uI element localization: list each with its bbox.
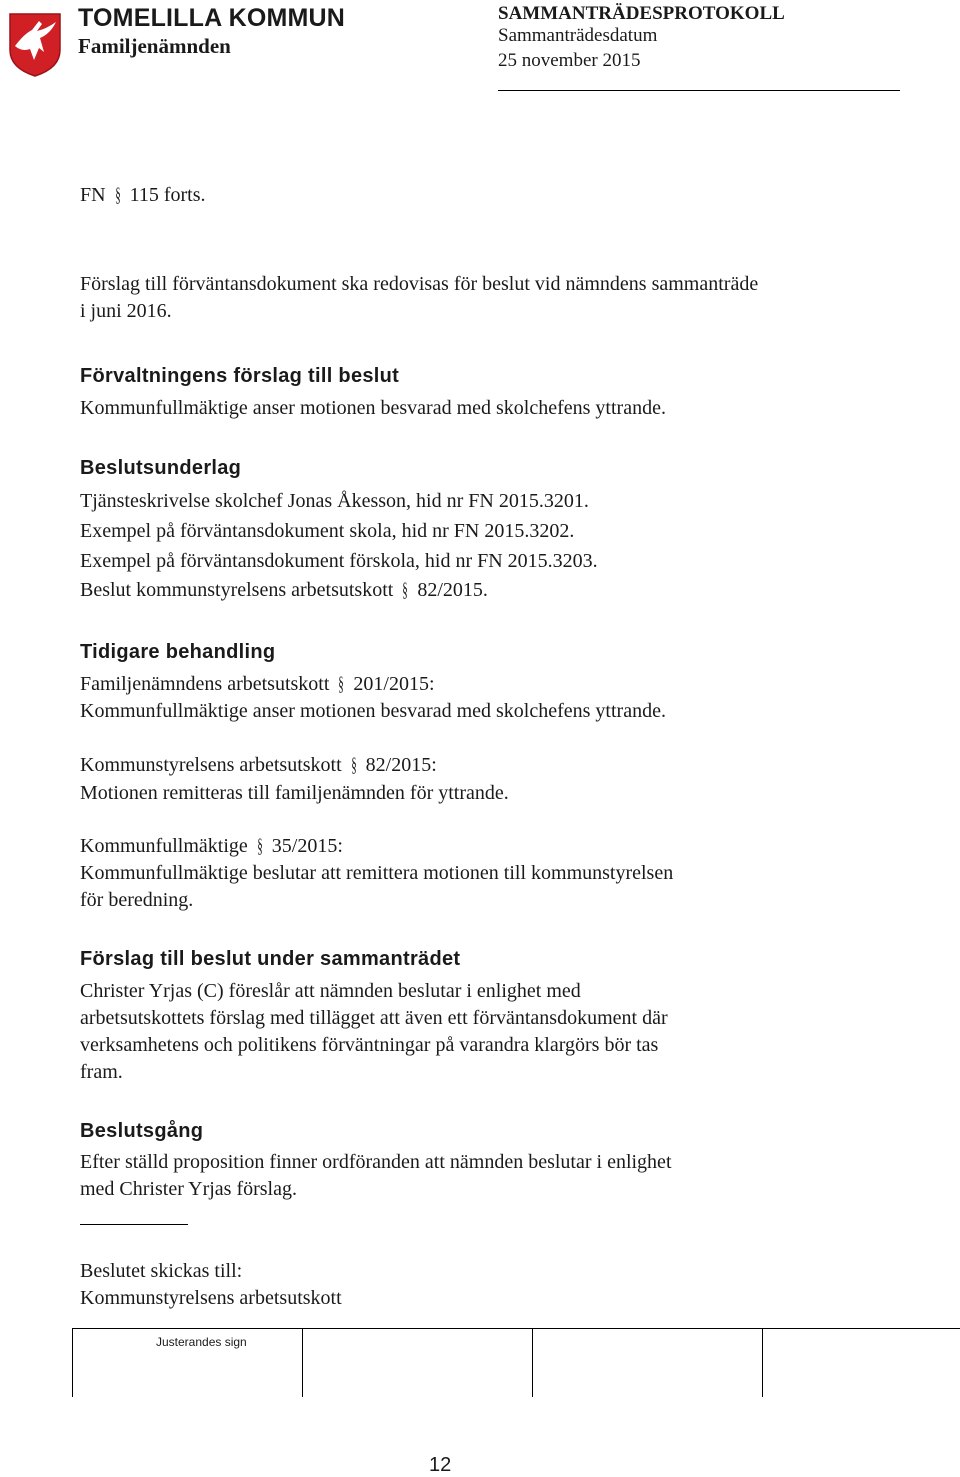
history-ref bbox=[80, 833, 343, 860]
history-ref-body: Familjenämndens arbetsutskott bbox=[80, 673, 330, 695]
basis-heading: Beslutsunderlag bbox=[80, 457, 242, 479]
history-ref-body: Kommunfullmäktige bbox=[80, 835, 248, 857]
history-ref-body: Kommunstyrelsens arbetsutskott bbox=[80, 754, 342, 776]
sent-to-label: Beslutet skickas till: bbox=[80, 1260, 243, 1282]
history-ref-number: 35/2015: bbox=[271, 835, 343, 857]
section-prefix: FN bbox=[80, 184, 106, 206]
signature-cell-divider bbox=[72, 1329, 73, 1397]
protocol-title: SAMMANTRÄDESPROTOKOLL bbox=[498, 3, 785, 24]
municipality-crest-logo bbox=[6, 10, 64, 78]
history-ref-number: 82/2015: bbox=[365, 754, 437, 776]
meeting-proposal-heading: Förslag till beslut under sammanträdet bbox=[80, 948, 461, 970]
basis-item: Exempel på förväntansdokument skola, hid nr FN 2015.3202. bbox=[80, 520, 575, 542]
section-divider bbox=[80, 1224, 188, 1225]
sent-to-recipient: Kommunstyrelsens arbetsutskott bbox=[80, 1287, 342, 1309]
meeting-date-label: Sammanträdesdatum bbox=[498, 25, 658, 46]
basis-item-text: Beslut kommunstyrelsens arbetsutskott bbox=[80, 579, 394, 601]
signature-cell-divider bbox=[762, 1329, 763, 1397]
history-text: för beredning. bbox=[80, 889, 194, 911]
paragraph-symbol: § bbox=[114, 184, 121, 206]
basis-item bbox=[80, 577, 488, 604]
intro-paragraph: Förslag till förväntansdokument ska redovisas för beslut vid nämndens sammanträde i juni 2016. bbox=[80, 273, 759, 322]
paragraph-symbol: § bbox=[402, 579, 409, 601]
page-number: 12 bbox=[429, 1454, 452, 1476]
signature-cell-divider bbox=[532, 1329, 533, 1397]
history-text: Motionen remitteras till familjenämnden för yttrande. bbox=[80, 782, 509, 804]
meeting-proposal-line: verksamhetens och politikens förväntningar på varandra klargörs bör tas bbox=[80, 1034, 659, 1056]
section-number: 115 forts. bbox=[129, 184, 206, 206]
meeting-proposal-line: fram. bbox=[80, 1061, 123, 1083]
history-heading: Tidigare behandling bbox=[80, 641, 276, 663]
signature-box bbox=[72, 1328, 960, 1397]
decision-process-line: Efter ställd proposition finner ordföranden att nämnden beslutar i enlighet bbox=[80, 1151, 672, 1173]
signature-label: Justerandes sign bbox=[156, 1335, 247, 1349]
board-name: Familjenämnden bbox=[78, 34, 231, 58]
signature-cell-divider bbox=[302, 1329, 303, 1397]
history-ref bbox=[80, 752, 437, 779]
proposal-heading: Förvaltningens förslag till beslut bbox=[80, 365, 400, 387]
paragraph-symbol: § bbox=[350, 754, 357, 776]
history-text: Kommunfullmäktige anser motionen besvarad med skolchefens yttrande. bbox=[80, 700, 666, 722]
paragraph-symbol: § bbox=[257, 835, 263, 857]
basis-item-ref: 82/2015. bbox=[417, 579, 488, 601]
decision-process-line: med Christer Yrjas förslag. bbox=[80, 1178, 297, 1200]
decision-process-heading: Beslutsgång bbox=[80, 1120, 204, 1142]
history-ref bbox=[80, 671, 435, 698]
meeting-date: 25 november 2015 bbox=[498, 50, 641, 71]
proposal-text: Kommunfullmäktige anser motionen besvarad med skolchefens yttrande. bbox=[80, 397, 666, 419]
history-ref-number: 201/2015: bbox=[353, 673, 435, 695]
header-divider bbox=[498, 90, 900, 91]
basis-item: Exempel på förväntansdokument förskola, hid nr FN 2015.3203. bbox=[80, 550, 598, 572]
municipality-name: TOMELILLA KOMMUN bbox=[78, 4, 346, 32]
paragraph-symbol: § bbox=[338, 673, 345, 695]
history-text: Kommunfullmäktige beslutar att remittera motionen till kommunstyrelsen bbox=[80, 862, 674, 884]
section-reference bbox=[80, 182, 206, 209]
meeting-proposal-line: arbetsutskottets förslag med tillägget att även ett förväntansdokument där bbox=[80, 1007, 668, 1029]
basis-item: Tjänsteskrivelse skolchef Jonas Åkesson, hid nr FN 2015.3201. bbox=[80, 490, 589, 512]
meeting-proposal-line: Christer Yrjas (C) föreslår att nämnden beslutar i enlighet med bbox=[80, 980, 581, 1002]
